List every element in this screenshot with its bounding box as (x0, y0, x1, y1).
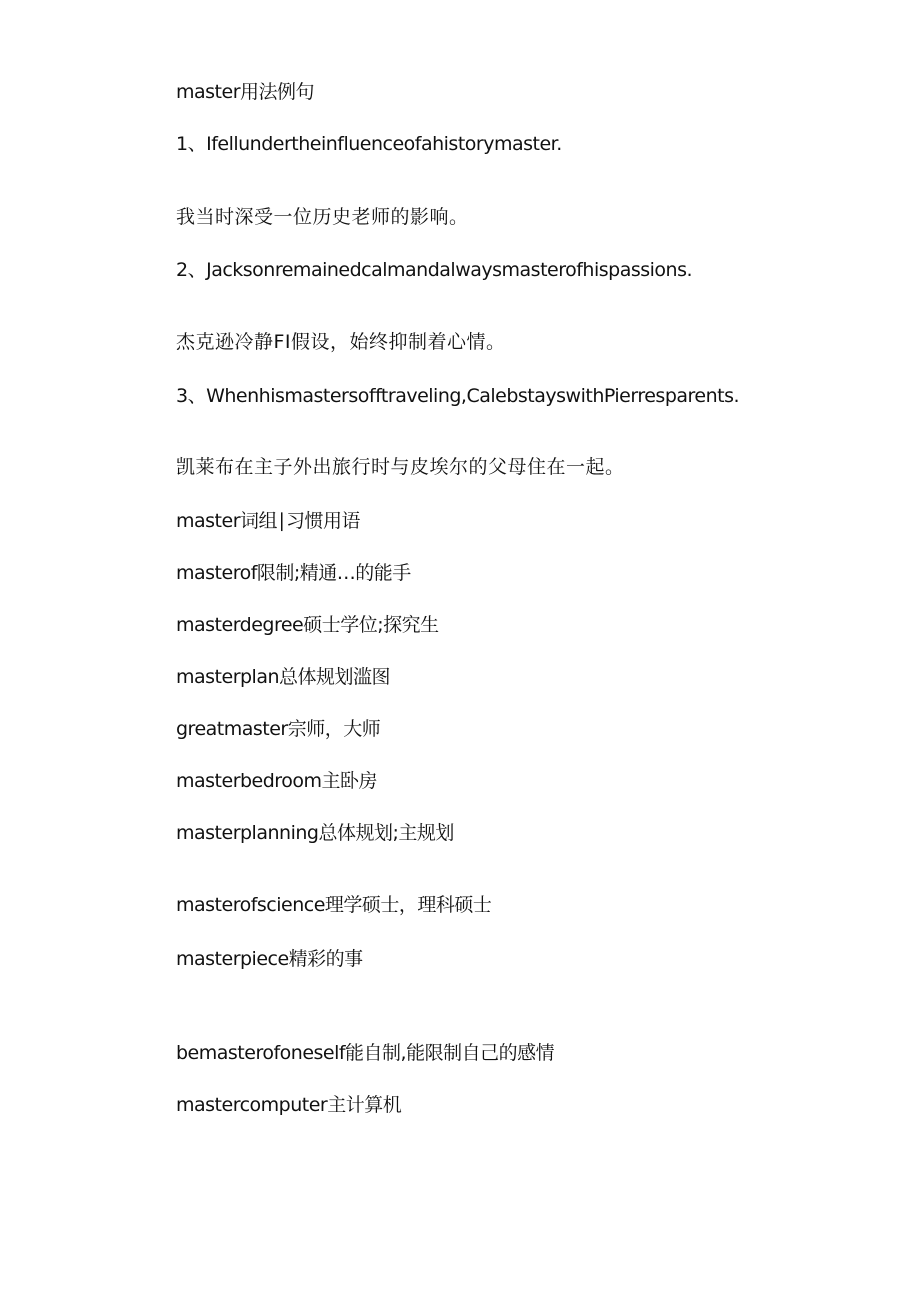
example-3-chinese: 凯莱布在主子外出旅行时与皮埃尔的父母住在一起。 (176, 456, 625, 478)
phrase-item: bemasterofoneself能自制,能限制自己的感情 (176, 1042, 555, 1064)
phrase-item: greatmaster宗师，大师 (176, 718, 381, 740)
document-title: master用法例句 (176, 81, 315, 103)
example-2-english: 2、Jacksonremainedcalmandalwaysmasterofhispassions. (176, 259, 693, 281)
phrase-item: masterplan总体规划滥图 (176, 666, 391, 688)
phrase-item: masterplanning总体规划;主规划 (176, 822, 454, 844)
phrase-item: masterofscience理学硕士，理科硕士 (176, 894, 492, 916)
example-2-chinese: 杰克逊冷静FI假设，始终抑制着心情。 (176, 331, 506, 353)
phrase-item: masterof限制;精通…的能手 (176, 562, 411, 584)
example-1-english: 1、Ifellundertheinfluenceofahistorymaster. (176, 133, 562, 155)
example-1-chinese: 我当时深受一位历史老师的影响。 (176, 206, 469, 228)
phrases-heading: master词组∣习惯用语 (176, 510, 361, 532)
phrase-item: mastercomputer主计算机 (176, 1094, 402, 1116)
phrase-item: masterdegree硕士学位;探究生 (176, 614, 439, 636)
example-3-english: 3、Whenhismastersofftraveling,CalebstayswithPierresparents. (176, 385, 740, 407)
phrase-item: masterbedroom主卧房 (176, 770, 377, 792)
phrase-item: masterpiece精彩的事 (176, 948, 363, 970)
